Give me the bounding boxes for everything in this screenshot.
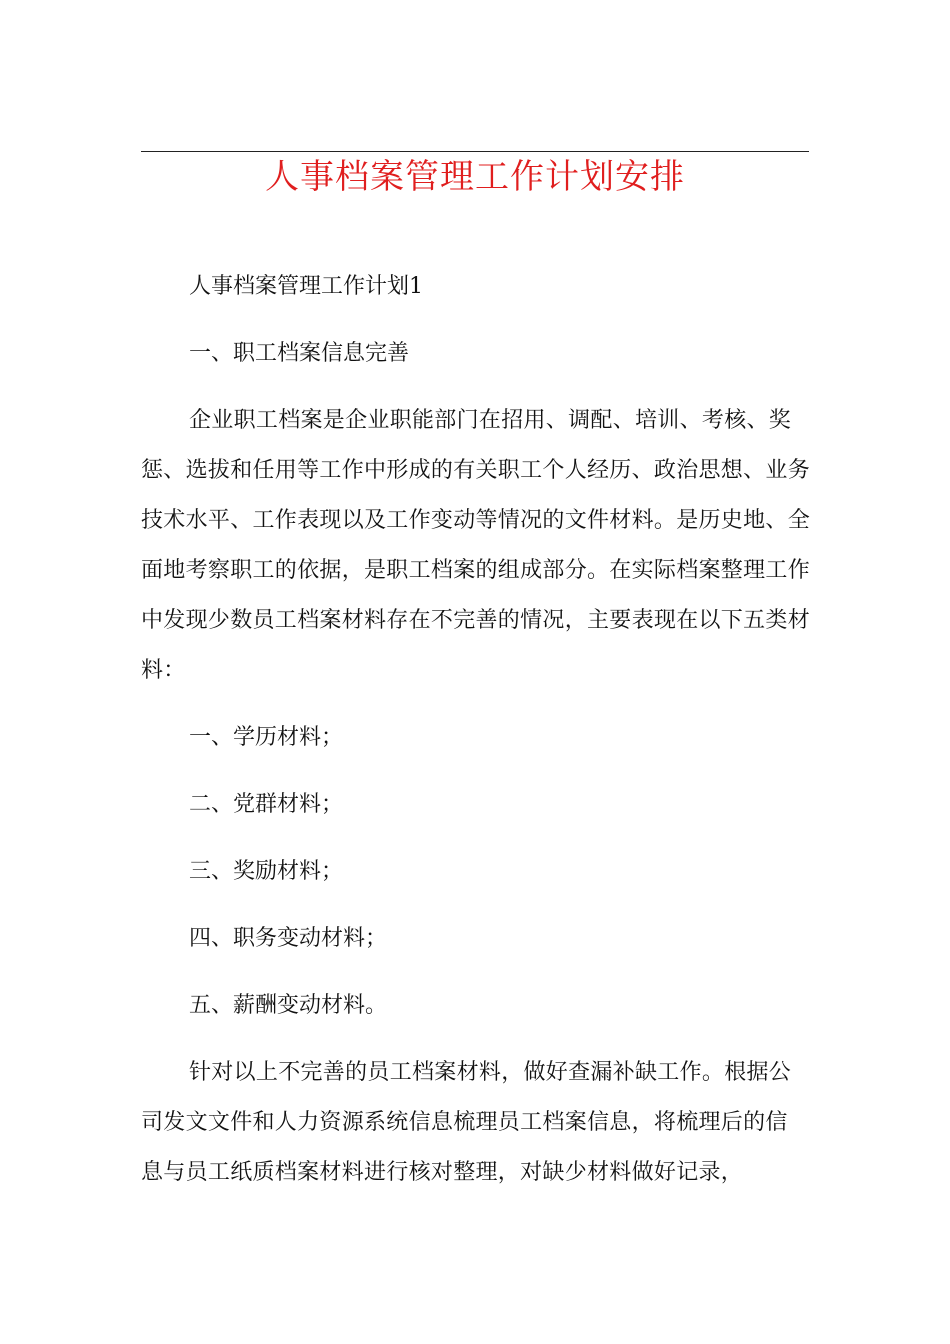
list-item: 一、学历材料； [189,725,344,750]
list-item: 三、奖励材料； [189,859,344,884]
list-item: 二、党群材料； [189,792,344,817]
document-body [141,262,831,1198]
document-title: 人事档案管理工作计划安排 [265,157,685,197]
section-heading: 一、职工档案信息完善 [189,341,410,366]
list-item: 五、薪酬变动材料。 [189,993,388,1018]
plan-heading: 人事档案管理工作计划1 [189,274,423,299]
paragraph-action: 针对以上不完善的员工档案材料，做好查漏补缺工作。根据公司发文文件和人力资源系统信息梳理员工档案信息，将梳理后的信息与员工纸质档案材料进行核对整理，对缺少材料做好记录， [141,1060,792,1185]
list-item: 四、职务变动材料； [189,926,388,951]
paragraph-intro: 企业职工档案是企业职能部门在招用、调配、培训、考核、奖惩、选拔和任用等工作中形成的有关职工个人经历、政治思想、业务技术水平、工作表现以及工作变动等情况的文件材料。是历史地、全面地考察职工的依据，是职工档案的组成部分。在实际档案整理工作中发现少数员工档案材料存在不完善的情况，主要表现在以下五类材料： [141,408,811,683]
